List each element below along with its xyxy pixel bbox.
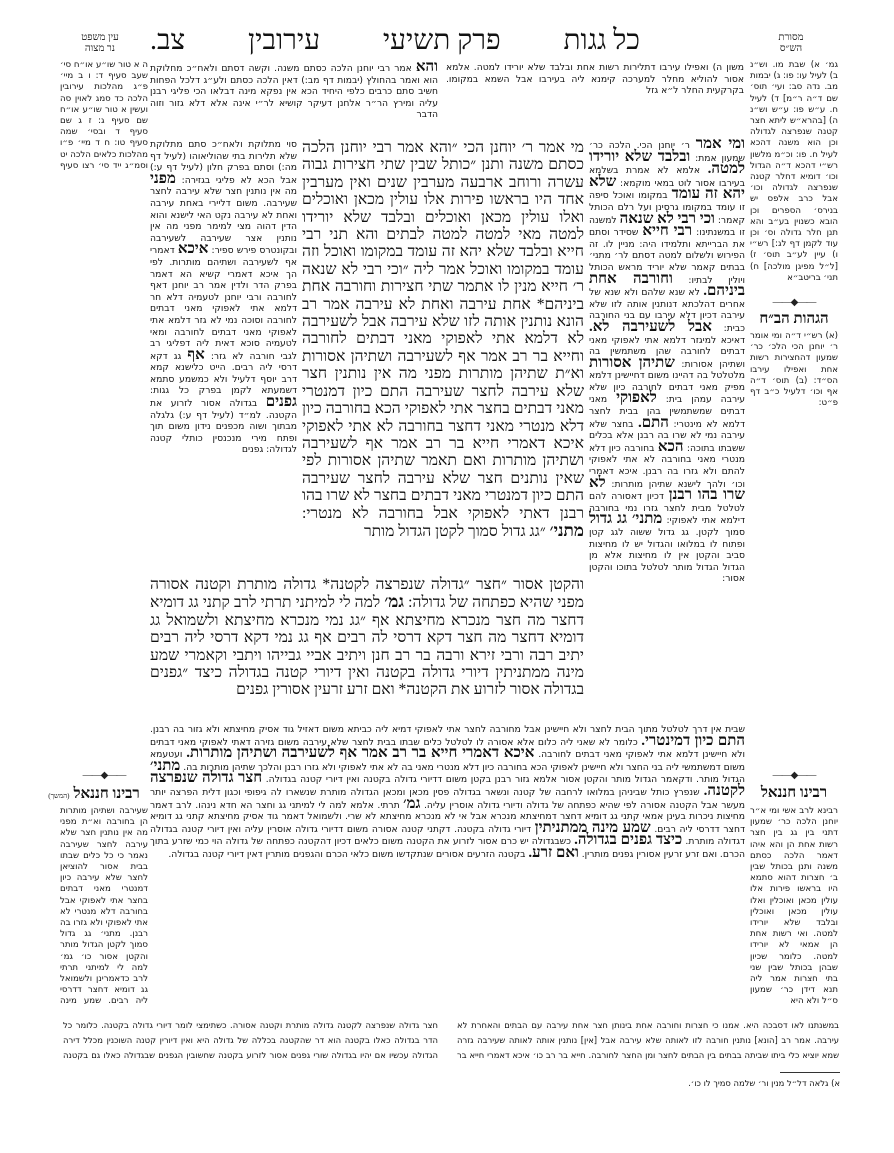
text-segment: אלמא לא אמרת בשלמא בעירבו אסור לוט במאי מוקמא: [589,165,745,189]
text-segment: ר׳ יוחנן הכי. הלכה כר׳ שמעון אמת: [589,140,745,164]
dibbur-hamatchil: וכי רבי לא שנאה [619,210,715,227]
text-segment: דאמרי אף לשעירבה ושתיהם מותרות. לפי הך איכא דאמרי קשיא הא דאמר בפרק הדר ולדין אמר רב יוחנן דאף לחורבה ורבי יוחנן לטעמיה דלא חר דלמא אתי לאפוקי מאני דבתים לחורבה וסוכה נמי לא גזר דלמא אתי לאפוקי מאני דבתים לחורבה ומאי לטעמיה סוכא דאית ליה דפליגי רב לגבי חורבה לא גזר: [150,245,297,362]
text-segment: בגדולה אסור לזרוע את הקטנה. למ״ד (לעיל דף ע:) גלגלה מבתוך ושוה מכפנים נידון משום תוך ופתח מירי מנכנסין כותלי קטנה לגדולה: גפנים [150,398,297,456]
rabbenu-chananel-left-heading [40,785,148,805]
text-segment: לא שנא שלהם ולא שנא של אחרים דהלכתא דנותנין אותה לזו שלא עירבה דכיון דלא עירבו עם בני החורבה כבית: [589,287,745,334]
text-segment: דיורי גדולה בקטנה. דקתני קטנה אסורה משום דדיורי גדולה אוסרין עליה ואין דיורי קטנה בגדולה דגדולה מותרת. [150,823,745,848]
text-segment: מלטלטל בה דהיינו משום דחיישינן דלמא מפיק מאני דבתים לחורבה כיון שלא עירבה עמהן בית: [589,370,745,406]
text-segment: כשבגדולה יש כרם אסור לזרוע את הקטנה משום כלאים דכיון דהקטנה כפתחה של גדולה הוי כמי שזרע בתוך הכרם. ואם זרע זרעין אסורין גפנים מותרין. [150,836,745,860]
ornament-divider: ——◆—— [82,770,126,781]
hagahot-habach-text: (א) רש״י ד״ה ומי אומר ר׳ יוחנן הכי הלכ׳ כר׳ שמעון דהחצירות רשות אחת ואפילו עירבו הס״ד: (ב) תוס׳ ד״ה אף וכו׳ דלעיל כ״ב דף פ״ט: [750,331,838,409]
folio-number: צב. [150,25,186,56]
text-segment: מאני דבתים שמשתמשין בהן בבית לחצר דלמא לא מינטרי: [589,394,745,430]
dibbur-hamatchil: ובלבד שלא יורידו למטה. [589,148,745,178]
page-header [150,26,640,56]
footnote: א) גלאה דל״ל מנין ור׳ שלמה סמיך לו כו׳. [688,1078,840,1088]
gemara-main-wide [150,576,584,715]
dibbur-hamatchil: מתני׳ גג גדול [589,511,663,528]
text-segment: דכיון דאסורה להם לטלטל מבית לחצר גזרו נמי בחורבה דילמא אתי לאפוקי: [589,491,745,527]
rabbenu-chananel-left-text: שעירבה ושתיהן מותרות הן בחורבה וא״ת מפני מה אין נותנין חצר שלא עירבה לחצר שעירבה נאמר כי כל כלים שבתו בבית אסור להוציאן לחצר שלא עירבה כיון דמנטרי מאני דבתים בחצר אתי לאפוקי אבל בחורבה דלא מנטרי לא אתי לאפוקי ולא גזרו בה רבנן. מתני׳ גג גדול סמוך לקטן הגדול מותר והקטן אסור כו׳ גמ׳ למה לי למיתני תרתי לרב כדאמרינן ולשמואל גג דומיא דחצר דדרסי ליה רבים. שמע מינה [60,806,148,1007]
text-segment: גג דקא דרסי ליה רבים. הייט כלישנא קמא דרב יוסף דלעיל ולא כמשמע סתמא דשמעתא לקמן בפרק כל גגות: [150,350,297,397]
dibbur-hamatchil: שלא יהא זה עומד [589,173,745,203]
masoret-hashas-title: מסורת הש״ס [778,32,804,54]
dibbur-hamatchil: התם. [638,414,669,431]
dibbur-hamatchil: מתני׳ [549,520,584,540]
rabbenu-chananel-right-title: רבינו חננאל [760,785,828,801]
text-segment: מי אמר ר׳ יוחנן הכי ״והא אמר רבי יוחנן הלכה כסתם משנה ותנן ״כותל שבין שתי חצירות גבוה עשרה ורוחב ארבעה מערבין שנים ואין מערבין אחד היו בראשו פירות אלו עולין מכאן ואוכלים ואלו עולין מכאן ואוכלים ובלבד שלא יורידו למטה מאי למטה למטה לבתים והא תני רבי חייא ובלבד שלא יהא זה עומד במקומו ואוכל וזה עומד במקומו ואוכל אמר ליה ״וכי רבי לא שנאה ר׳ חייא מנין לו אתמר שתי חצירות וחורבה אחת ביניהם* אחת עירבה ואחת לא עירבה אמר רב הונא נותנין אותה לזו שלא עירבה אבל לשעירבה לא דלמא אתי לאפוקי מאני דבתים לחורבה וחייא בר רב אמר אף לשעירבה ושתיהן אסורות וא״ת שתיהן מותרות מפני מה אין נותנין חצר שלא עירבה לחצר שעירבה התם כיון דמנטרי מאני דבתים בחצר אתי לאפוקי הכא בחורבה כיון דלא מנטרי מאני דחצר בחורבה לא אתי לאפוקי איכא דאמרי חייא בר רב אמר אף לשעירבה ושתיהן מותרות ואם תאמר שתיהן אסורות לפי שאין נותנים חצר שלא עירבה לחצר שעירבה התם כיון דמנטרי מאני דבתים בחצר לא שרו בהו רבנן דאתי לאפוקי אבל בחורבה לא מנטרי: [302,139,584,522]
dibbur-hamatchil: והא [415,62,438,75]
dibbur-hamatchil: מפני [150,170,176,187]
ornament-divider: ——◆—— [772,770,816,781]
dibbur-hamatchil: לאפוקי [616,390,657,407]
dibbur-hamatchil: כיצד גפנים בגדולה. [574,832,683,849]
text-segment: הגדול מותר. ודקאמר הגדול מותר והקטן אסור אלמא גזור רבנן בקטן משום דדיורי גדולה בקטנה ואין דיורי קטנה בגדולה. [262,774,745,786]
dibbur-hamatchil: גמ׳ [384,592,404,612]
gemara-main-narrow [302,139,584,574]
footnote-rule [780,1072,840,1073]
tosafot-column [150,139,297,568]
footer-right-column: במשנתנו לאו דסבכה היא. אמנו כי חצרות וחורבה אחת בינותן חצר אחת עירבה עם הבתים והאחרת לא עירבה. אמר רב [הונא] נותנין חורבה לזו לאותה שלא עירבה אבל [אין] נותנין אותה לאותה שעירבה גזרה שמא יוציא כלי ביתו שביתה בבתים בין הבתים לחצר ומן החצר לחורבה. חייא בר רב כו׳ איכא דאמרי חייא בר [457,1020,839,1060]
dibbur-hamatchil: שתיהן אסורות [589,354,675,371]
text-segment: מה אין נותנין חצר שלא עירבה לחצר שעירבה. משום דליירי באחת עירבה ואחת לא עירבה נקט האי לישנא והוא הדין דהוה מצי למימר מפני מה אין נותנין אצר שעירבה לשעירבה ובקונטרס פירש ספיר: [150,186,297,257]
ein-mishpat-text: ה א טור שו״ע או״ח סי׳ שעב סעיף ד: ו ב מיי׳ פ״ג מהלכות עירובין הלכה כד סמג לאוין סה ועשין א טור שו״ע או״ח שם סעיף ג: ז ג שם סעיף ד ובסי׳ שמה סעיף טו: ח ד מיי׳ פ״ו מהלכות כלאים הלכה יט וסמ״ג ייד סי׳ רצו סעיף [60,60,148,171]
ornament-divider: ——◆—— [772,297,816,308]
dibbur-hamatchil: לא שרו בהו רבנן [589,474,745,504]
rashi-column [589,139,745,719]
bottom-commentary [150,724,745,1014]
rashi-top [446,62,744,132]
text-segment: במקומו ואוכל סיפה זו עומד במקומו גרסינן ועל רלם הכותל קאמר: [589,190,745,226]
dibbur-hamatchil: שמע מינה ממתניתין [534,819,651,836]
chapter-subject: כל גגות [563,25,640,56]
dibbur-hamatchil: חצר גדולה שנפרצה לקטנה. [150,770,745,799]
dibbur-hamatchil: אבל לשעירבה לא. [589,318,712,335]
dibbur-hamatchil: רבי חייא [642,223,693,240]
dibbur-hamatchil: ומי אמר [695,139,745,152]
dibbur-hamatchil: גפנים [265,394,297,411]
dibbur-hamatchil: ואם זרע. [528,844,579,861]
text-segment: בחורבה כיון דלא מנטרי מאני בחורבה לא אתי לאפוקי להתם ולא גזרו בה רבנן. איכא דאמרי וכו׳ ולהך לישנא שתיהן מותרות: [589,442,745,490]
text-segment: שסידר וסתם את הברייתא ותלמידו היה: מניין לו. זה הפירוש ולשלום למטה דסתם לר׳ מתני׳ בבתים קאמר שלא יוריד מראש הכותל ויולין לבתיו: [589,227,745,286]
text-segment: ״גג גדול סמוך לקטן הגדול מותר [364,522,550,540]
tractate-name: עירובין [247,25,321,56]
text-segment: כלומר לא שאני ליה כלום אלא אסורה לו לטלטל כלים שבתו בבית לחצר שלא עירבה משום גזירה דאתי לאפוקי מאני דבתים ולא חיישינן דלמא אתי לאפוקי מאני דבתים לחורבה. [150,736,745,761]
dibbur-hamatchil: הכא [657,438,684,455]
dibbur-hamatchil: התם כיון דמינטרי. [641,732,745,749]
dibbur-hamatchil: וחורבה אחת ביניהם. [589,270,745,300]
text-segment: שנפרץ כותל שביניהן במלואו לרחבה של קטנה ונשאר בגדולה פסין מכאן ומכאן הגדולה מותרת שנשארו לה גיפופי וכגון דלית הפרצה יותר מעשר אבל הקטנה אסורה לפי שהיא כפתחה של גדולה ודיורי גדולה אוסרין עליה. [150,786,745,811]
footer-left-column: חצר גדולה שנפרצה לקטנה גדולה מותרת וקטנה אסורה. כשתימצי לומר דיורי גדולה בקטנה. כלומר כל הדר בגדולה כאלו בקטנה הוא דר שהקטנה בכללה של גדולה היא ואין דיורין קטנה השוכנין מכלל דירה הגדולה עכשיו אם יהיו בגדולה שורי גפנים אסור לזרוע בקטנה שחשובין הגפנים שבגדולה כאלו גם בקטנה [63,1020,438,1060]
masoret-hashas-text: גמ׳ א) שבת מו. וש״נ ב) לעיל עו: פו: ג) יבמות מב. נדה סב: ועי׳ תוס׳ שם ד״ה ר״מ] ד) לעיל ח. ע״ש פו: ע״ש וש״נ ה) [בהרא״ש ליתא חצר קטנה שנפרצה לגדולה וכן הוא משנה דהכא לעיל ח. פו: וכ״מ מלשון רש״י דהכא ד״ה הגדול וכו׳ דומיא דחלר קטנה שנפרצה לגדולה וכו׳ אבל כרב אלפס יש בנירס׳ הספרים וכן הובא כשנוין בע״ב והא תנן חלר גדולה וס׳ וכן עוד לקמן דף לג:] רש״י ו) עיין לע״ב תוס׳ ז) [ל״ל מפיגן מולכה] ח) תני׳ בריטב״א [750,60,838,283]
continued-note: (המשך) [48,792,70,800]
section-title: רבינו חננאל [73,786,140,802]
text-segment: למה לי למיתני תרתי לרב קתני גג דומיא דחצר מה חצר מנכרא מחיצתא אף ״גג נמי מנכרא מחיצתא ולשמואל גג דומיא דחצר מה חצר דקא דרסי לה רבים אף גג נמי דקא דרסי ליה רבים יתיב רבה ורבי זירא ורבה בר רב חנן ויתיב אביי גבייהו ויתבי וקאמרי שמע מינה ממתניתין דיורי גדולה בקטנה ואין דיורי קטנה בגדולה כיצד ״גפנים בגדולה אסור לזרוע את הקטנה* ואם זרע זרעין אסורין גפנים [150,594,584,699]
text-segment: אמר רבי יוחנן הלכה כסתם משנה. וקשה דסתם ולאח״כ מחלוקת הוא ואמר בהחולץ (יבמות דף מב:) דאין הלכה כסתם ולע״ג דלכל הפחות חשיב סתם כרבים כלפי היחיד הכא אין נפקא מינה דבלאו הכי פליגי רבנן עליה ומירץ הר״ר אלחנן דעיקר קושיא לר״י אינה אלא דלא גזור וזוה הדבר [150,63,438,121]
dibbur-hamatchil: אף [187,346,205,363]
text-segment: משון ה) ואפילו עירבו דתלירות רשות אחת ובלבד שלא יורידו למטה. אלמא אסור להוליא מחלר למערכה קימנא ליה בעירבו אבל השמא במקומו. בקרקעית החלר ל״א גזל [446,62,744,97]
text-segment: והקטן אסור ״חצר ״גדולה שנפרצה לקטנה* גדולה מותרת וקטנה אסורה מפני שהיא כפתחה של גדולה: [150,576,584,612]
tosafot-top [150,62,438,132]
text-segment: סוי מתלוקת ולאח״כ סתם מתלוקת שלא תלירות בתי שהוליאוהו (לעיל דף מה:) וסתם בפרק חלון (לעיל דף ע:) אבל הכא לא פליגי בגזירה: [150,139,297,186]
text-segment: בחצר שלא עירבה נמי לא שרו בה רבנן אלא בכלים ששבתו בתוכה: [589,418,745,454]
text-segment: בקטנה הזרעים אסורים שנתקדשו משום כלאי הכרם והגפנים מותרין דאין דיורי קטנה בגדולה. [168,848,529,860]
dibbur-hamatchil: איכא [177,241,209,258]
text-segment: סמוך לקטן. גג גדול ששוה לגג קטן ופתוח לו במלואו והגדול יש לו מחיצות סביב והקטן אין לו מחיצות אלא מן הגדול הגדול מותר לטלטל בתוכו והקטן אסור: [589,527,745,585]
dibbur-hamatchil: מתני׳ [150,757,181,774]
text-segment: תרתי. אלמא למה לי למיתני גג וחצר הא חדא נינהו. לרב דאמר מחיצות ניכרות בעינן אמאי קתני גג דומיא דחצר דמחיצתא מנכרא אבל אי לא מנכרא מחיצתא לא שרי. ולשמואל דאמר גוד אסיק מחיצתא קתני גג דומיא דחצר דדרסי ליה רבים. [150,799,745,835]
chapter-number: פרק תשיעי [382,25,501,56]
dibbur-hamatchil: גמ׳ [403,795,421,812]
hagahot-habach-title: הגהות הב״ח [759,311,829,327]
text-segment: דאיכא למיגזר דלמא אתי לאפוקי מאני דבתים לחורבה שהן משתמשין בה ושתיהן אסורות: [589,334,745,370]
text-segment: למשנה זו במשנתינו: [589,214,745,239]
ein-mishpat-title: עין משפט נר מצוה [81,32,119,54]
rabbenu-chananel-right-text: רבינא לרב אשי ומי א״ר יוחנן הלכה כר׳ שמעון דתני בין גג בין חצר רשות אחת הן והא איהו דאמר הלכה כסתם משנה ותנן בכותל שבין ב׳ חצרות דהוא סתמא היו בראשו פירות אלו עולין מכאן ואוכלין ואלו עולין מכאן ואוכלין ובלבד שלא יורידו למטה. ואי רשות אחת הן אמאי לא יורידו למטה. כלומר שכיון שבהן בכותל שבין שני בתי חצרות אמר ליה תנא דידן כר׳ שמעון ס״ל ולא היא [750,806,838,1007]
text-segment: שבית אין דרך לטלטל מתוך הבית לחצר ולא חיישינן אבל מחורבה לחצר אתי לאפוקי דמיא ליה כביתא משום דאזיל גוד אסיק מחיצתא ולא גזור בה רבנן. [150,724,745,735]
dibbur-hamatchil: איכא דאמרי חייא בר רב אמר אף לשעירבה ושתיהן מותרות. [186,745,535,762]
text-segment: ועטעמא משום דמשתמשי ליה בני החצר ולא חיישינן לאפוקי הכא בחורבה כיון דלא מנטרי מאני בה לא אתי לאפוקי ולא גזרו רבנן והלכך שתיהן מותרות בה. [150,749,745,773]
